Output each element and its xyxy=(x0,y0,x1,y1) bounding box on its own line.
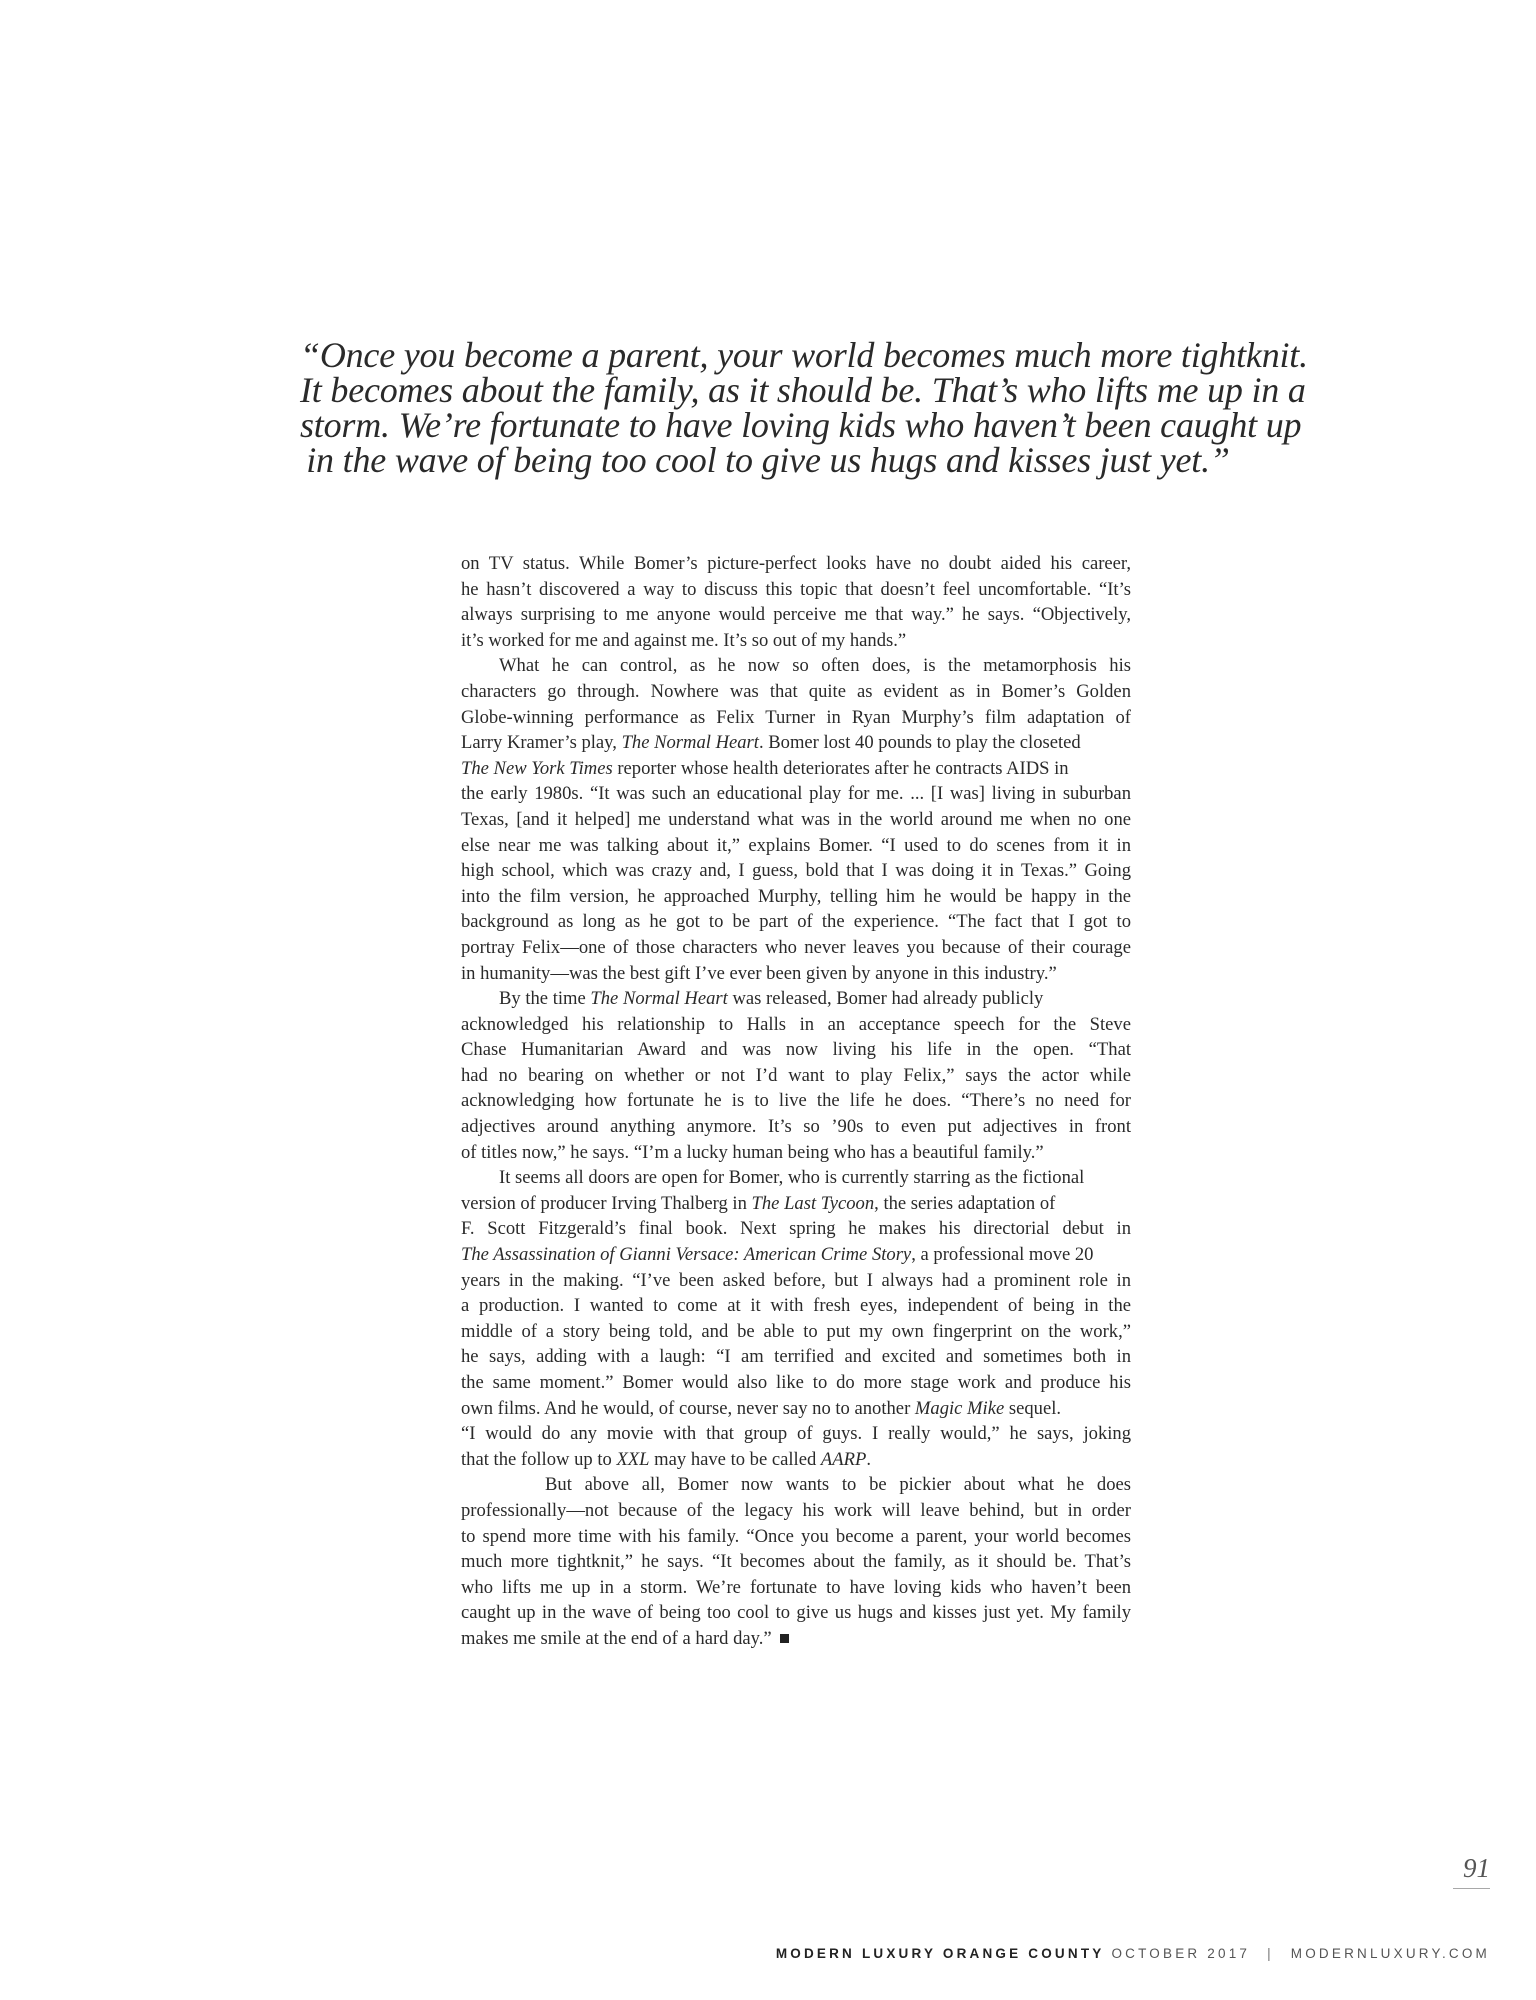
title-aarp: AARP xyxy=(820,1448,867,1470)
text-run: that the follow up to xyxy=(461,1448,617,1470)
article-line: acknowledged his relationship to Halls in an acceptance speech for the Steve xyxy=(461,1013,1131,1035)
article-line: background as long as he got to be part of the experience. “The fact that I got to xyxy=(461,911,1131,933)
article-line: But above all, Bomer now wants to be pickier about what he does xyxy=(545,1474,1131,1496)
article-line xyxy=(461,1447,1131,1473)
text-run: was released, Bomer had already publicly xyxy=(727,988,1044,1010)
article-line: he says, adding with a laugh: “I am terrified and excited and sometimes both in xyxy=(461,1346,1131,1368)
article-line: to spend more time with his family. “Once you become a parent, your world becomes xyxy=(461,1525,1131,1547)
text-run: Larry Kramer’s play, xyxy=(461,732,622,754)
text-run: , a professional move 20 xyxy=(911,1244,1094,1266)
article-line: always surprising to me anyone would perceive me that way.” he says. “Objectively, xyxy=(461,604,1131,626)
article-line: characters go through. Nowhere was that quite as evident as in Bomer’s Golden xyxy=(461,680,1131,702)
text-run: By the time xyxy=(499,988,591,1010)
article-line: high school, which was crazy and, I guess, bold that I was doing it in Texas.” Going xyxy=(461,860,1131,882)
article-line: portray Felix—one of those characters who never leaves you because of their courage xyxy=(461,936,1131,958)
article-line: middle of a story being told, and be able to put my own fingerprint on the work,” xyxy=(461,1320,1131,1342)
footer-website: MODERNLUXURY.COM xyxy=(1290,1946,1490,1961)
article-line: it’s worked for me and against me. It’s so out of my hands.” xyxy=(461,629,907,651)
pull-quote-line: storm. We’re fortunate to have loving kids who haven’t been caught up xyxy=(300,405,1302,445)
pull-quote-line: in the wave of being too cool to give us hugs and kisses just yet.” xyxy=(306,440,1230,480)
article-line: It seems all doors are open for Bomer, who is currently starring as the fictional xyxy=(499,1167,1085,1189)
article-line: else near me was talking about it,” explains Bomer. “I used to do scenes from it in xyxy=(461,834,1131,856)
article-line: on TV status. While Bomer’s picture-perfect looks have no doubt aided his career, xyxy=(461,553,1131,574)
article-line: Chase Humanitarian Award and was now living his life in the open. “That xyxy=(461,1039,1131,1061)
footer-publication: MODERN LUXURY ORANGE COUNTY xyxy=(775,1946,1105,1961)
text-run: makes me smile at the end of a hard day.” xyxy=(461,1627,772,1649)
title-the-new-york-times: The New York Times xyxy=(461,757,613,779)
text-run: . xyxy=(866,1448,872,1470)
article-line: Globe-winning performance as Felix Turner in Ryan Murphy’s film adaptation of xyxy=(461,706,1131,728)
title-american-crime-story: The Assassination of Gianni Versace: American Crime Story xyxy=(461,1244,912,1266)
page-footer xyxy=(776,1946,1490,1961)
article-body xyxy=(461,551,1131,1652)
article-line xyxy=(461,1396,1131,1422)
article-line: years in the making. “I’ve been asked before, but I always had a prominent role in xyxy=(461,1269,1131,1291)
footer-issue: OCTOBER 2017 xyxy=(1111,1946,1251,1961)
text-run: own films. And he would, of course, never say no to another xyxy=(461,1397,915,1419)
article-line: Texas, [and it helped] me understand what was in the world around me when no one xyxy=(461,808,1131,830)
title-the-normal-heart: The Normal Heart xyxy=(590,988,728,1010)
article-line: professionally—not because of the legacy his work will leave behind, but in order xyxy=(461,1499,1131,1521)
article-line: acknowledging how fortunate he is to live the life he does. “There’s no need for xyxy=(461,1090,1131,1112)
end-of-article-mark xyxy=(780,1634,789,1643)
article-line: the early 1980s. “It was such an educational play for me. ... [I was] living in suburban xyxy=(461,783,1131,805)
title-xxl: XXL xyxy=(616,1448,650,1470)
title-the-normal-heart: The Normal Heart xyxy=(621,732,759,754)
title-magic-mike: Magic Mike xyxy=(914,1397,1005,1419)
article-line: into the film version, he approached Murphy, telling him he would be happy in the xyxy=(461,885,1131,907)
text-run: sequel. xyxy=(1004,1397,1062,1419)
article-line: F. Scott Fitzgerald’s final book. Next spring he makes his directorial debut in xyxy=(461,1218,1131,1240)
article-line: had no bearing on whether or not I’d want to play Felix,” says the actor while xyxy=(461,1064,1131,1086)
title-the-last-tycoon: The Last Tycoon xyxy=(751,1192,875,1214)
text-run: version of producer Irving Thalberg in xyxy=(461,1192,752,1214)
article-line: a production. I wanted to come at it with fresh eyes, independent of being in the xyxy=(461,1295,1131,1317)
article-line: he hasn’t discovered a way to discuss this topic that doesn’t feel uncomfortable. “It’s xyxy=(461,578,1131,600)
text-run: reporter whose health deteriorates after he contracts AIDS in xyxy=(612,757,1069,779)
pull-quote-line: It becomes about the family, as it should be. That’s who lifts me up in a xyxy=(300,370,1306,410)
pull-quote-line: “Once you become a parent, your world becomes much more tightknit. xyxy=(300,335,1308,375)
article-line: in humanity—was the best gift I’ve ever been given by anyone in this industry.” xyxy=(461,962,1057,984)
article-line: caught up in the wave of being too cool to give us hugs and kisses just yet. My family xyxy=(461,1602,1131,1624)
article-line: What he can control, as he now so often does, is the metamorphosis his xyxy=(499,655,1131,677)
text-run: may have to be called xyxy=(649,1448,821,1470)
article-line xyxy=(461,986,1131,1012)
article-line: “I would do any movie with that group of guys. I really would,” he says, joking xyxy=(461,1423,1131,1445)
article-line: who lifts me up in a storm. We’re fortunate to have loving kids who haven’t been xyxy=(461,1576,1131,1598)
article-line xyxy=(461,1242,1131,1268)
page-number: 91 xyxy=(1463,1853,1490,1883)
article-line: of titles now,” he says. “I’m a lucky human being who has a beautiful family.” xyxy=(461,1141,1044,1163)
article-line xyxy=(461,1626,1131,1652)
footer-separator: | xyxy=(1267,1946,1274,1961)
page-number-rule xyxy=(1453,1888,1490,1889)
article-line: the same moment.” Bomer would also like to do more stage work and produce his xyxy=(461,1372,1131,1393)
article-line: adjectives around anything anymore. It’s so ’90s to even put adjectives in front xyxy=(461,1116,1131,1138)
article-line xyxy=(461,756,1131,782)
article-line: much more tightknit,” he says. “It becomes about the family, as it should be. That’s xyxy=(461,1551,1131,1573)
article-line xyxy=(461,1191,1131,1217)
pull-quote xyxy=(300,335,1308,480)
text-run: . Bomer lost 40 pounds to play the closeted xyxy=(758,732,1081,754)
article-line xyxy=(461,730,1131,756)
text-run: , the series adaptation of xyxy=(874,1192,1056,1214)
